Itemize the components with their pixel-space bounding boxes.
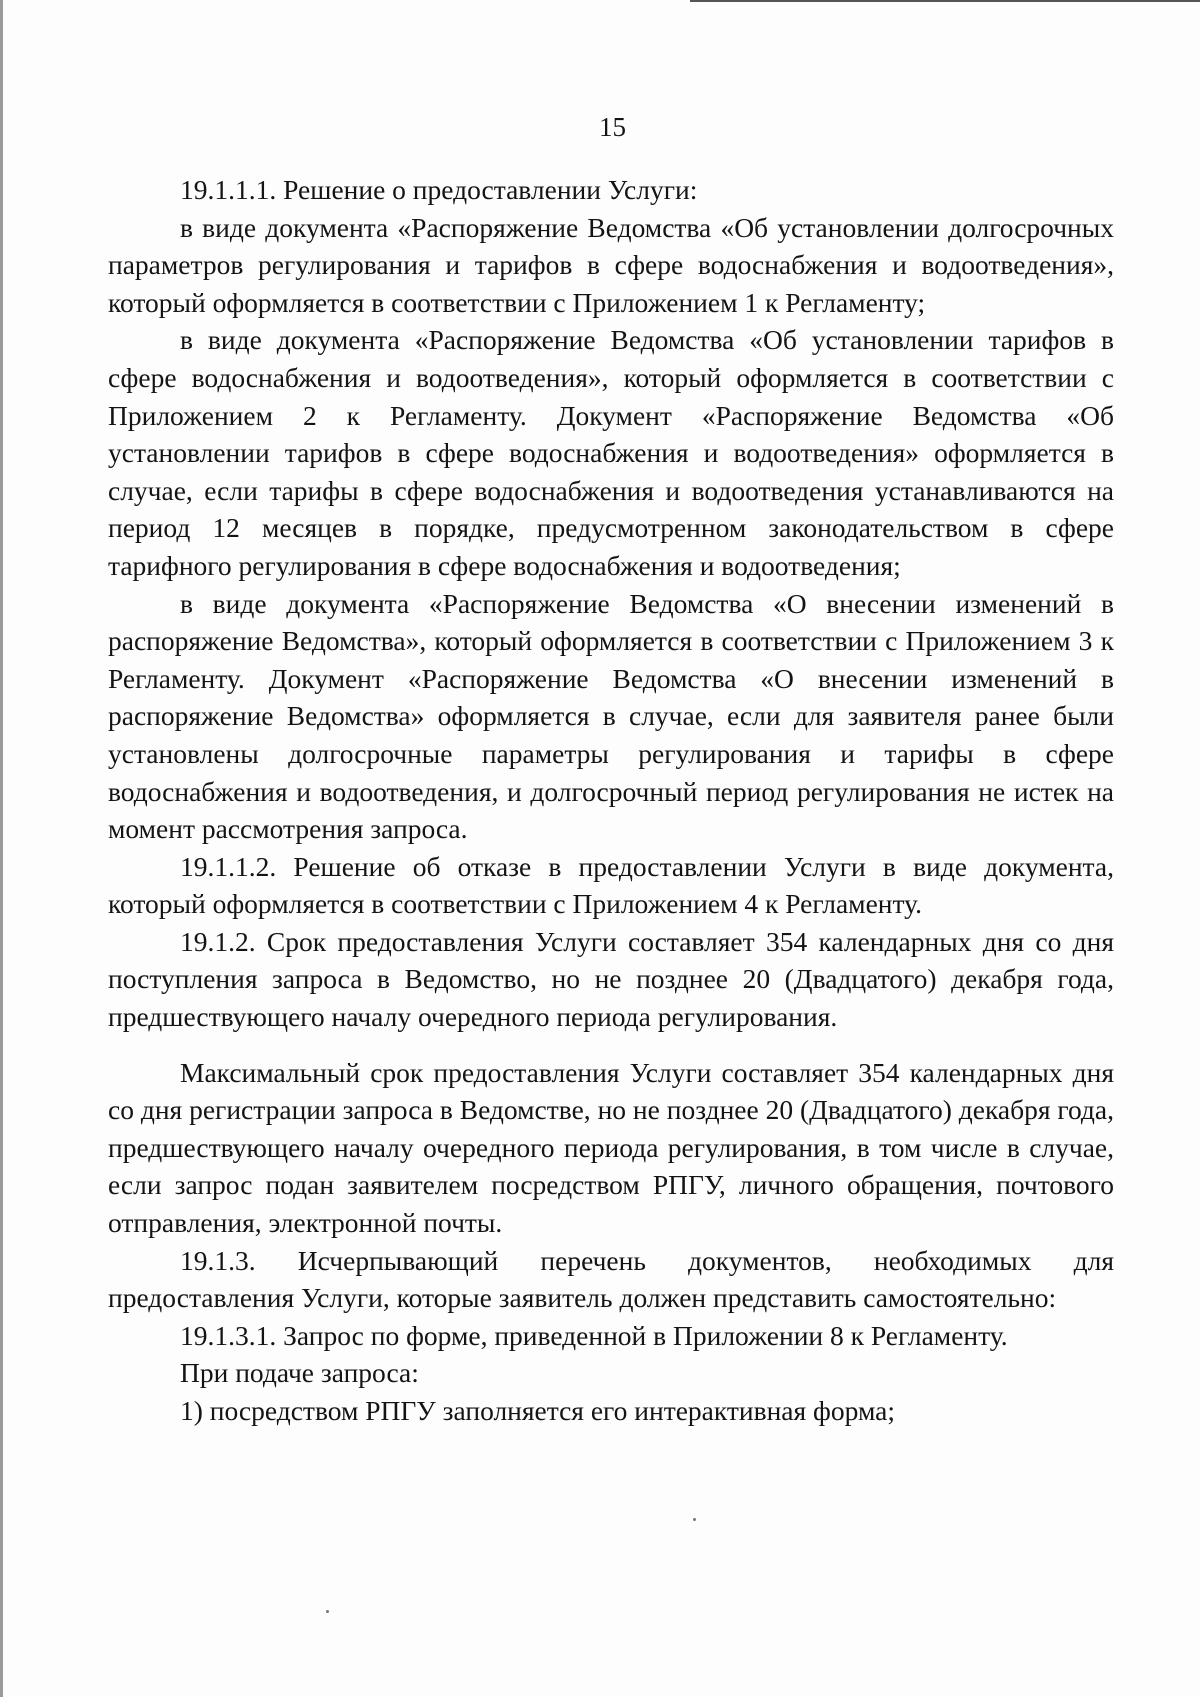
paragraph-19-1-1-1: 19.1.1.1. Решение о предоставлении Услуги: <box>180 174 698 205</box>
paragraph-submission-intro: При подаче запроса: <box>180 1357 419 1389</box>
paragraph-19-1-1-2: 19.1.1.2. Решение об отказе в предоставлении Услуги в виде документа, который оформляется в соответствии с Приложением 4 к Регламенту. <box>108 850 1114 920</box>
paragraph-decision-long-term-params: в виде документа «Распоряжение Ведомства «Об установлении долгосрочных параметров регулирования и тарифов в сфере водоснабжения и водоотведения», который оформляется в соответствии с Приложением 1 к Регламенту; <box>108 211 1114 318</box>
scan-left-edge <box>0 0 3 1697</box>
scan-top-edge <box>690 0 1200 2</box>
paragraph-19-1-3-1: 19.1.3.1. Запрос по форме, приведенной в Приложении 8 к Регламенту. <box>180 1319 1008 1351</box>
page-number: 15 <box>599 112 626 142</box>
paragraph-19-1-3: 19.1.3. Исчерпывающий перечень документов, необходимых для предоставления Услуги, которые заявитель должен представить самостоятельно: <box>108 1244 1114 1314</box>
paragraph-19-1-2: 19.1.2. Срок предоставления Услуги составляет 354 календарных дня со дня поступления запроса в Ведомство, но не позднее 20 (Двадцатого) декабря года, предшествующего началу очередного периода регулирования. <box>108 925 1114 1033</box>
scan-speck <box>326 1610 329 1613</box>
paragraph-max-term: Максимальный срок предоставления Услуги составляет 354 календарных дня со дня регистрации запроса в Ведомстве, но не позднее 20 (Двадцатого) декабря года, предшествующего началу очередного периода регулирования, в том числе в случае, если запрос подан заявителем посредством РПГУ, личного обращения, почтового отправления, электронной почты. <box>108 1056 1114 1239</box>
document-body <box>108 171 1114 1430</box>
paragraph-submission-rpgu: 1) посредством РПГУ заполняется его интерактивная форма; <box>180 1395 895 1426</box>
scan-speck <box>693 1518 696 1521</box>
paragraph-decision-amendments: в виде документа «Распоряжение Ведомства «О внесении изменений в распоряжение Ведомства», который оформляется в соответствии с Приложением 3 к Регламенту. Документ «Распоряжение Ведомства «О внесении изменений в распоряжение Ведомства» оформляется в случае, если для заявителя ранее были установлены долгосрочные параметры регулирования и тарифы в сфере водоснабжения и водоотведения, и долгосрочный период регулирования не истек на момент рассмотрения запроса. <box>108 587 1114 845</box>
paragraph-decision-tariffs: в виде документа «Распоряжение Ведомства «Об установлении тарифов в сфере водоснабжения и водоотведения», который оформляется в соответствии с Приложением 2 к Регламенту. Документ «Распоряжение Ведомства «Об установлении тарифов в сфере водоснабжения и водоотведения» оформляется в случае, если тарифы в сфере водоснабжения и водоотведения устанавливаются на период 12 месяцев в порядке, предусмотренном законодательством в сфере тарифного регулирования в сфере водоснабжения и водоотведения; <box>108 324 1114 581</box>
